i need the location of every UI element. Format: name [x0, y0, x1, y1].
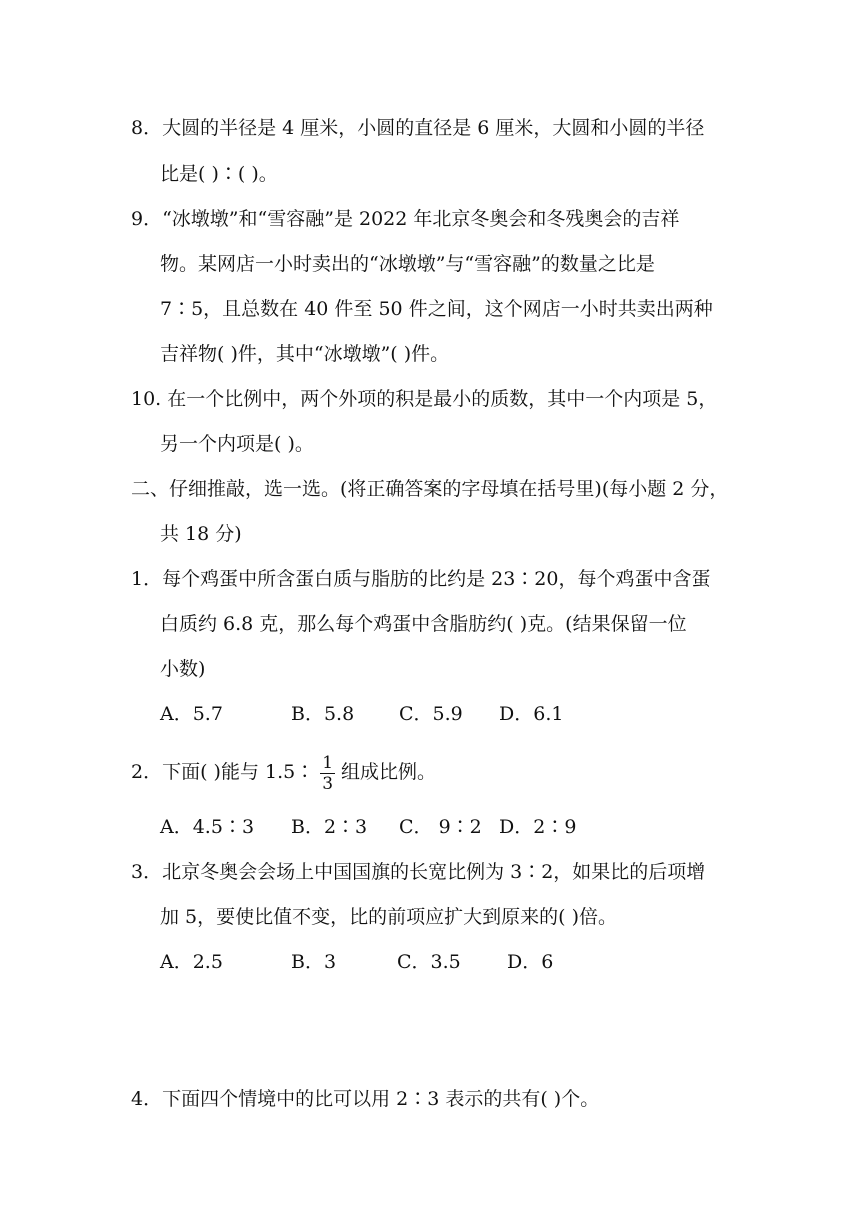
q10-line2: 另一个内项是( )。	[160, 433, 314, 455]
fraction-numerator: 1	[322, 752, 334, 773]
section-heading-line2: 共 18 分)	[160, 523, 242, 545]
mc1-line1: 1．每个鸡蛋中所含蛋白质与脂肪的比约是 23∶20，每个鸡蛋中含蛋	[131, 568, 711, 590]
mc3-line2: 加 5，要使比值不变，比的前项应扩大到原来的( )倍。	[160, 906, 617, 928]
mc2-stem	[131, 748, 436, 796]
mc2-option-d[interactable]: D．2∶9	[499, 816, 577, 838]
fraction-denominator: 3	[322, 773, 334, 794]
q8-line2: 比是( )∶( )。	[160, 163, 278, 185]
mc2-stem-after: 组成比例。	[341, 761, 437, 783]
q9-line2: 物。某网店一小时卖出的“冰墩墩”与“雪容融”的数量之比是	[160, 253, 655, 275]
q8-line1: 8．大圆的半径是 4 厘米，小圆的直径是 6 厘米，大圆和小圆的半径	[131, 117, 705, 139]
mc1-line3: 小数)	[160, 658, 206, 680]
q10-line1: 10. 在一个比例中，两个外项的积是最小的质数，其中一个内项是 5，	[131, 388, 718, 410]
mc3-options	[0, 950, 860, 974]
mc1-line2: 白质约 6.8 克，那么每个鸡蛋中含脂肪约( )克。(结果保留一位	[160, 613, 687, 635]
mc1-options	[0, 702, 860, 726]
section-heading-line1: 二、仔细推敲，选一选。(将正确答案的字母填在括号里)(每小题 2 分，	[131, 478, 729, 500]
mc2-option-a[interactable]: A．4.5∶3	[160, 816, 255, 838]
q9-line1: 9．“冰墩墩”和“雪容融”是 2022 年北京冬奥会和冬残奥会的吉祥	[131, 208, 680, 230]
q9-line3: 7∶5，且总数在 40 件至 50 件之间，这个网店一小时共卖出两种	[160, 298, 713, 320]
mc1-option-c[interactable]: C．5.9	[399, 703, 463, 725]
mc3-option-d[interactable]: D．6	[507, 951, 554, 973]
mc3-line1: 3．北京冬奥会会场上中国国旗的长宽比例为 3∶2，如果比的后项增	[131, 861, 706, 883]
mc3-option-a[interactable]: A．2.5	[160, 951, 223, 973]
mc2-options	[0, 815, 860, 839]
mc2-option-c[interactable]: C． 9∶2	[399, 816, 482, 838]
mc3-option-b[interactable]: B．3	[291, 951, 337, 973]
q9-line4: 吉祥物( )件，其中“冰墩墩”( )件。	[160, 343, 450, 365]
mc2-option-b[interactable]: B．2∶3	[291, 816, 368, 838]
mc2-stem-before: 2．下面( )能与 1.5∶	[131, 761, 315, 783]
fraction-one-third	[320, 753, 335, 794]
mc1-option-b[interactable]: B．5.8	[291, 703, 355, 725]
mc1-option-d[interactable]: D．6.1	[499, 703, 564, 725]
mc1-option-a[interactable]: A．5.7	[160, 703, 223, 725]
mc4-line1: 4．下面四个情境中的比可以用 2∶3 表示的共有( )个。	[131, 1088, 600, 1110]
mc3-option-c[interactable]: C．3.5	[397, 951, 461, 973]
